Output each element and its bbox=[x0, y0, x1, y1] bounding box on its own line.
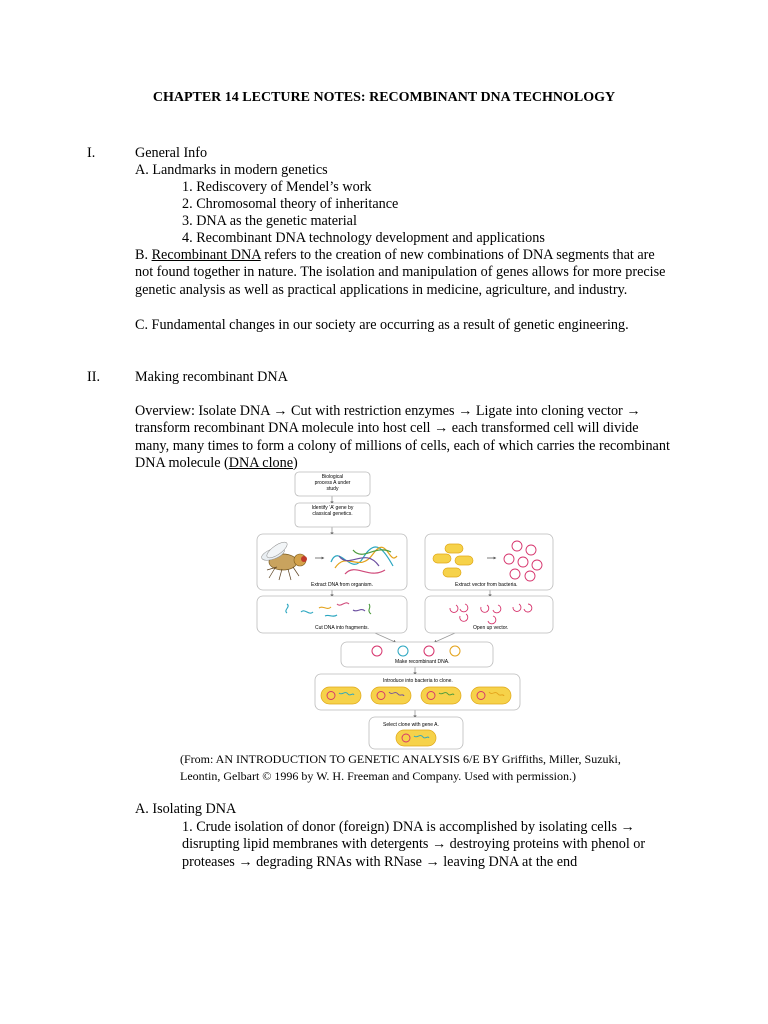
item-b-prefix: B. bbox=[135, 247, 152, 263]
extract-dna-label: Extract DNA from organism. bbox=[311, 582, 373, 588]
landmark-item: 1. Rediscovery of Mendel’s work bbox=[182, 179, 372, 195]
identify-gene-label: Identify ‘A’ gene by classical genetics. bbox=[311, 505, 354, 517]
landmark-item: 2. Chromosomal theory of inheritance bbox=[182, 196, 399, 212]
section-1-numeral: I. bbox=[87, 145, 96, 161]
section-2-numeral: II. bbox=[87, 369, 100, 385]
landmark-item: 4. Recombinant DNA technology development and applications bbox=[182, 230, 545, 246]
overview-text: Overview: Isolate DNA → Cut with restriction enzymes → Ligate into cloning vector → transform recombinant DNA molecule into host cell → each transformed cell will divide many, many times to form a colony of millions of cells, each of which carries the recombinant DNA molecule ( bbox=[135, 403, 670, 471]
recombinant-dna-term: Recombinant DNA bbox=[151, 247, 261, 263]
page-title: CHAPTER 14 LECTURE NOTES: RECOMBINANT DNA TECHNOLOGY bbox=[152, 90, 616, 105]
section-1-heading: General Info bbox=[135, 145, 208, 161]
recombinant-dna-figure bbox=[255, 470, 555, 752]
extract-vector-label: Extract vector from bacteria. bbox=[455, 582, 518, 588]
section-2-heading: Making recombinant DNA bbox=[135, 369, 288, 385]
overview-paragraph bbox=[135, 403, 675, 472]
recombinant-dna-definition bbox=[135, 247, 675, 299]
introduce-label: Introduce into bacteria to clone. bbox=[383, 678, 453, 684]
figure-caption: (From: AN INTRODUCTION TO GENETIC ANALYSIS 6/E BY Griffiths, Miller, Suzuki, Leontin, Gelbart © 1996 by W. H. Freeman and Company. Used with permission.) bbox=[180, 752, 621, 783]
select-clone-label: Select clone with gene A. bbox=[383, 722, 439, 728]
fundamental-changes-text: C. Fundamental changes in our society are occurring as a result of genetic engineering. bbox=[135, 317, 629, 333]
process-box-label: Biological process A under study bbox=[314, 474, 351, 492]
isolating-dna-step-1: 1. Crude isolation of donor (foreign) DNA is accomplished by isolating cells → disrupting lipid membranes with detergents → destroying proteins with phenol or proteases → degrading RNAs with RNase → leaving DNA at the end bbox=[182, 819, 646, 870]
isolating-dna-heading: A. Isolating DNA bbox=[135, 801, 237, 817]
make-recombinant-label: Make recombinant DNA. bbox=[395, 659, 450, 665]
cut-dna-label: Cut DNA into fragments. bbox=[315, 625, 369, 631]
landmarks-label: A. Landmarks in modern genetics bbox=[135, 162, 328, 178]
selected-clone-icon bbox=[396, 730, 436, 746]
overview-end: ) bbox=[293, 454, 298, 471]
landmark-item: 3. DNA as the genetic material bbox=[182, 213, 357, 229]
recombinant-dna-text: refers to the creation of new combinations of DNA segments that are not found together in nature. The isolation and manipulation of genes allows for more precise genetic analysis as well as practical applications in medicine, agriculture, and industry. bbox=[135, 247, 666, 298]
dna-clone-term: DNA clone bbox=[228, 454, 294, 471]
open-vector-label: Open up vector. bbox=[473, 625, 509, 631]
